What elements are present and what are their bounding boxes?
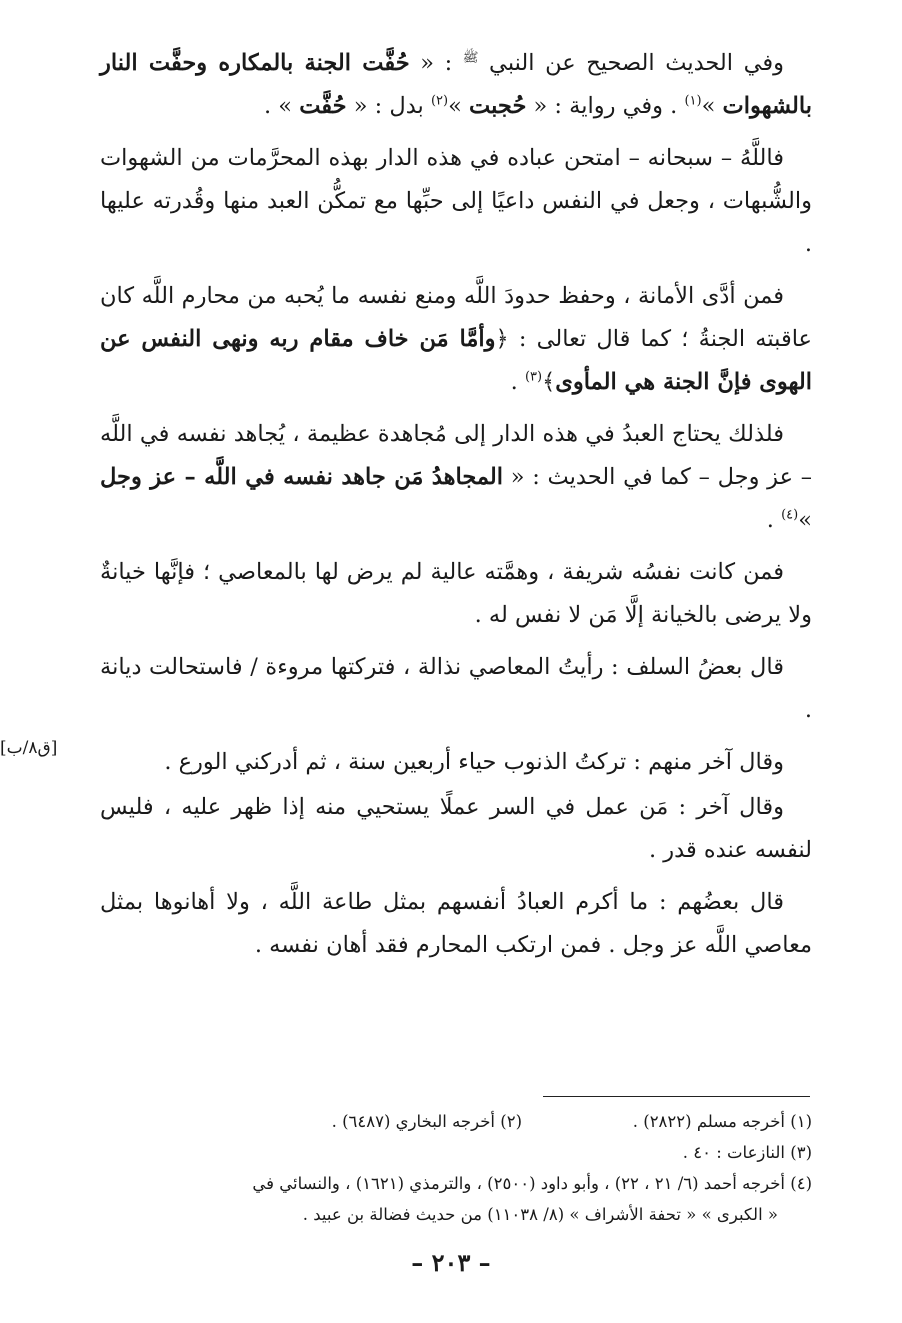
footnote-ref: (٢) — [430, 93, 449, 109]
quoted-text: حُجبت — [469, 93, 527, 119]
footnote-ref: (٤) — [781, 507, 799, 523]
quoted-text: وأمَّا مَن خاف مقام ربه ونهى النفس عن الهوى فإنَّ الجنة هي المأوى — [100, 326, 812, 395]
text-run: قال بعضُ السلف : رأيتُ المعاصي نذالة ، فتركتها مروءة / فاستحالت ديانة . — [100, 654, 812, 723]
text-run: » — [701, 93, 723, 119]
footnote-3: (٣) النازعات : ٤٠ . — [682, 1143, 812, 1162]
paragraph-honor — [100, 881, 812, 967]
text-run: . — [766, 507, 782, 533]
footnote-4-line-2: « الكبرى » « تحفة الأشراف » (٨/ ١١٠٣٨) من حديث فضالة بن عبيد . — [302, 1205, 778, 1224]
footnote-4-line-1: (٤) أخرجه أحمد (٦/ ٢١ ، ٢٢) ، وأبو داود (٢٥٠٠) ، والترمذي (١٦٢١) ، والنسائي في — [252, 1174, 812, 1193]
footnote-ref: (٣) — [524, 369, 543, 385]
text-run: وقال آخر : مَن عمل في السر عملًا يستحيي منه إذا ظهر عليه ، فليس لنفسه عنده قدر . — [100, 794, 812, 863]
paragraph-another — [100, 741, 812, 784]
paragraph-salaf — [100, 646, 812, 732]
page-number: – ٢٠٣ – — [411, 1248, 491, 1277]
text-run: وقال آخر منهم : تركتُ الذنوب حياء أربعين سنة ، ثم أدركني الورع . — [164, 749, 784, 775]
paragraph-trust — [100, 275, 812, 404]
manuscript-folio-note: [ق٨/ب] — [0, 738, 58, 758]
footnote-separator — [543, 1096, 810, 1097]
footnote-row — [100, 1137, 812, 1168]
paragraph-trial — [100, 137, 812, 266]
text-run: : « — [409, 50, 463, 76]
honorific-glyph: ﷺ — [462, 50, 479, 66]
text-run: » — [448, 93, 470, 119]
paragraph-hadith — [100, 42, 812, 128]
paragraph-struggle — [100, 413, 812, 542]
text-run: » . — [263, 93, 300, 119]
text-run: . وفي رواية : « — [526, 93, 685, 119]
text-run: فمن كانت نفسُه شريفة ، وهمَّته عالية لم يرض لها بالمعاصي ؛ فإنَّها خيانةٌ ولا يرضى بالخيانة إلَّا مَن لا نفس له . — [100, 559, 812, 628]
quoted-text: حُفَّت الجنة بالمكاره وحفَّت النار بالشهوات — [100, 50, 812, 119]
footnote-1: (١) أخرجه مسلم (٢٨٢٢) . — [632, 1112, 812, 1131]
paragraph-noble-soul — [100, 551, 812, 637]
footnotes — [100, 1106, 812, 1230]
footnote-ref: (١) — [684, 93, 702, 109]
footnote-row — [100, 1106, 812, 1137]
footnote-2: (٢) أخرجه البخاري (٦٤٨٧) . — [331, 1112, 522, 1131]
footnote-4 — [100, 1168, 812, 1230]
text-run: » — [798, 507, 812, 533]
text-run: فمن أدَّى الأمانة ، وحفظ حدودَ اللَّه ومنع نفسه ما يُحبه من محارم اللَّه كان عاقبته الجنةُ ؛ كما قال تعالى : ﴿ — [100, 283, 812, 352]
paragraph-secret-deed — [100, 786, 812, 872]
main-text — [100, 42, 812, 976]
text-run: فاللَّهُ – سبحانه – امتحن عباده في هذه الدار بهذه المحرَّمات من الشهوات والشُّبهات ، وجعل في النفس داعيًا إلى حبِّها مع تمكُّن العبد منها وقُدرته عليها . — [100, 145, 812, 257]
text-run: ﴾ — [542, 369, 556, 395]
text-run: قال بعضُهم : ما أكرم العبادُ أنفسهم بمثل طاعة اللَّه ، ولا أهانوها بمثل معاصي اللَّه عز وجل . فمن ارتكب المحارم فقد أهان نفسه . — [100, 889, 812, 958]
text-run: بدل : « — [346, 93, 431, 119]
quoted-text: المجاهدُ مَن جاهد نفسه في اللَّه – عز وجل — [100, 464, 503, 490]
text-run: فلذلك يحتاج العبدُ في هذه الدار إلى مُجاهدة عظيمة ، يُجاهد نفسه في اللَّه – عز وجل – كما في الحديث : « — [100, 421, 813, 490]
text-run: وفي الحديث الصحيح عن النبي — [478, 50, 784, 76]
text-run: . — [510, 369, 525, 395]
quoted-text: حُفَّت — [299, 93, 347, 119]
